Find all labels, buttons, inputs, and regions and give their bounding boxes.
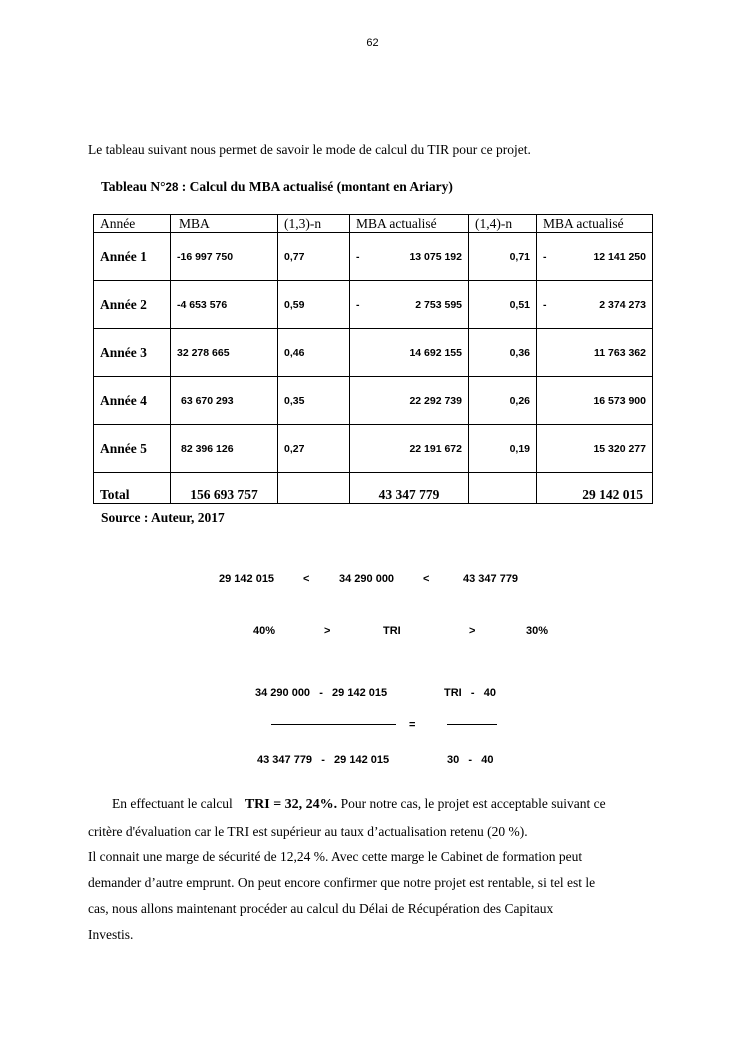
- caption-prefix: Tableau N°: [101, 179, 166, 194]
- caption-suffix: : Calcul du MBA actualisé (montant en Ariary): [178, 179, 453, 194]
- table-row: [94, 329, 653, 377]
- table-caption: [101, 179, 453, 195]
- calc-tri-label: TRI: [383, 625, 401, 637]
- total-mba-actualise-13: 43 347 779: [350, 473, 469, 504]
- calc-lt-symbol-1: <: [303, 573, 310, 585]
- mba-cell: 32 278 665: [171, 329, 278, 377]
- header-annee: Année: [94, 215, 171, 233]
- mba-actualise-13-cell: [350, 329, 469, 377]
- intro-text: Le tableau suivant nous permet de savoir le mode de calcul du TIR pour ce projet.: [88, 142, 531, 157]
- mba-actualise-13-cell: [350, 425, 469, 473]
- factor-14-cell: 0,19: [469, 425, 537, 473]
- year-cell: Année 1: [94, 233, 171, 281]
- mba-cell: 82 396 126: [171, 425, 278, 473]
- factor-14-cell: 0,51: [469, 281, 537, 329]
- year-cell: Année 2: [94, 281, 171, 329]
- sign-14: -: [543, 250, 547, 263]
- page-number: 62: [366, 37, 379, 49]
- mba-actualise-13-cell: [350, 233, 469, 281]
- fraction-bar-right: [447, 724, 497, 725]
- mba-cell: -4 653 576: [171, 281, 278, 329]
- total-row: [94, 473, 653, 504]
- mba-actualise-14-cell: [537, 377, 653, 425]
- calc-low-value: 29 142 015: [219, 573, 275, 585]
- mba-cell: 63 670 293: [171, 377, 278, 425]
- mba-table: [93, 214, 653, 504]
- calc-lt-symbol-2: <: [423, 573, 430, 585]
- numerator-left: 34 290 000 - 29 142 015: [255, 687, 388, 699]
- table-row: [94, 377, 653, 425]
- conclusion-line-4: demander d’autre emprunt. On peut encore confirmer que notre projet est rentable, si tel est le: [88, 875, 596, 890]
- value-13: 13 075 192: [409, 250, 462, 263]
- calc-gt-symbol-1: >: [324, 625, 331, 637]
- denominator-right: 30 - 40: [447, 754, 494, 766]
- calc-gt-symbol-2: >: [469, 625, 476, 637]
- header-factor-14: (1,4)-n: [469, 215, 537, 233]
- value-14: 2 374 273: [599, 298, 646, 311]
- mba-actualise-14-cell: [537, 425, 653, 473]
- value-14: 12 141 250: [593, 250, 646, 263]
- numerator-right: TRI - 40: [444, 687, 496, 699]
- total-empty-14: [469, 473, 537, 504]
- conclusion-line-5: cas, nous allons maintenant procéder au calcul du Délai de Récupération des Capitaux: [88, 901, 554, 916]
- mba-cell: -16 997 750: [171, 233, 278, 281]
- table-row: [94, 233, 653, 281]
- header-mba-actualise-13: MBA actualisé: [350, 215, 469, 233]
- factor-14-cell: 0,36: [469, 329, 537, 377]
- total-mba: 156 693 757: [171, 473, 278, 504]
- calc-rate-high: 40%: [253, 625, 276, 637]
- conclusion-line-1-pre: En effectuant le calcul: [112, 796, 233, 811]
- conclusion-line-2: critère d'évaluation car le TRI est supérieur au taux d’actualisation retenu (20 %).: [88, 824, 528, 839]
- table-row: [94, 281, 653, 329]
- year-cell: Année 4: [94, 377, 171, 425]
- conclusion-line-6: Investis.: [88, 927, 134, 942]
- value-14: 11 763 362: [594, 346, 646, 359]
- value-13: 22 191 672: [409, 442, 462, 455]
- mba-actualise-14-cell: [537, 329, 653, 377]
- factor-13-cell: 0,27: [278, 425, 350, 473]
- value-13: 22 292 739: [409, 394, 462, 407]
- total-label: Total: [94, 473, 171, 504]
- calc-high-value: 43 347 779: [463, 573, 519, 585]
- calc-investment: 34 290 000: [339, 573, 395, 585]
- value-13: 2 753 595: [415, 298, 462, 311]
- conclusion-line-1: [112, 796, 606, 813]
- sign-14: -: [543, 298, 547, 311]
- year-cell: Année 3: [94, 329, 171, 377]
- sign-13: -: [356, 298, 360, 311]
- caption-number: 28: [165, 182, 179, 194]
- factor-14-cell: 0,71: [469, 233, 537, 281]
- total-mba-actualise-14: 29 142 015: [537, 473, 653, 504]
- value-13: 14 692 155: [409, 346, 462, 359]
- denominator-left: 43 347 779 - 29 142 015: [257, 754, 390, 766]
- factor-13-cell: 0,59: [278, 281, 350, 329]
- header-mba: MBA: [171, 215, 278, 233]
- total-empty-13: [278, 473, 350, 504]
- factor-13-cell: 0,77: [278, 233, 350, 281]
- header-factor-13: (1,3)-n: [278, 215, 350, 233]
- mba-actualise-13-cell: [350, 377, 469, 425]
- conclusion-line-3: Il connait une marge de sécurité de 12,24 %. Avec cette marge le Cabinet de formation peut: [88, 849, 583, 864]
- table-header-row: [94, 215, 653, 233]
- tri-result: TRI = 32, 24%.: [244, 797, 338, 812]
- fraction-bar-left: [271, 724, 396, 725]
- mba-actualise-14-cell: [537, 233, 653, 281]
- mba-actualise-14-cell: [537, 281, 653, 329]
- mba-actualise-13-cell: [350, 281, 469, 329]
- factor-14-cell: 0,26: [469, 377, 537, 425]
- conclusion-line-1-post: Pour notre cas, le projet est acceptable suivant ce: [337, 796, 606, 811]
- header-mba-actualise-14: MBA actualisé: [537, 215, 653, 233]
- value-14: 16 573 900: [593, 394, 646, 407]
- value-14: 15 320 277: [593, 442, 646, 455]
- table-row: [94, 425, 653, 473]
- sign-13: -: [356, 250, 360, 263]
- factor-13-cell: 0,35: [278, 377, 350, 425]
- source-note: Source : Auteur, 2017: [101, 510, 225, 525]
- equals-sign: =: [409, 719, 416, 731]
- year-cell: Année 5: [94, 425, 171, 473]
- calc-rate-low: 30%: [526, 625, 549, 637]
- factor-13-cell: 0,46: [278, 329, 350, 377]
